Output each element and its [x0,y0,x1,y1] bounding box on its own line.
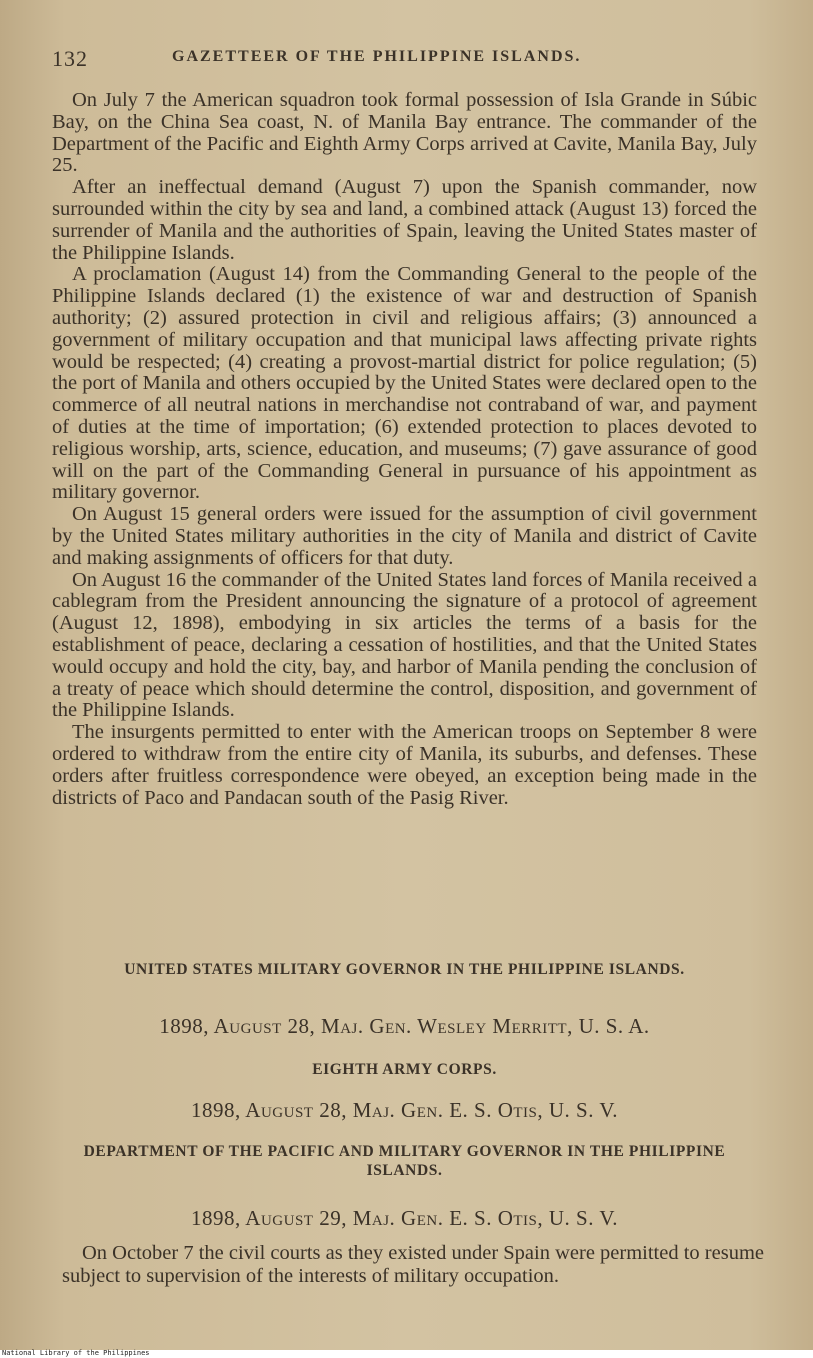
page-number: 132 [52,46,88,71]
paragraph: On August 15 general orders were issued for the assumption of civil government by the United States military authorities in the city of Manila and district of Cavite and making assignments of officers for that duty. [52,503,757,569]
paragraph: On August 16 the commander of the United States land forces of Manila received a cablegram from the President announcing the signature of a protocol of agreement (August 12, 1898), embodying in six articles the terms of a basis for the establishment of peace, declaring a cessation of hostilities, and that the United States would occupy and hold the city, bay, and harbor of Manila pending the conclusion of a treaty of peace which should determine the control, disposition, and government of the Philippine Islands. [52,568,757,722]
section-heading: UNITED STATES MILITARY GOVERNOR IN THE PHILIPPINE ISLANDS. [124,961,685,978]
running-title: GAZETTEER OF THE PHILIPPINE ISLANDS. [172,48,582,65]
paragraph: After an ineffectual demand (August 7) upon the Spanish commander, now surrounded within the city by sea and land, a combined attack (August 13) forced the surrender of Manila and the authorities of Spain, leaving the United States master of the Philippine Islands. [52,176,757,264]
body-text [52,90,757,809]
section-entry: 1898, August 28, Maj. Gen. Wesley Merritt, U. S. A. [159,1014,650,1038]
paragraph: A proclamation (August 14) from the Commanding General to the people of the Philippine Islands declared (1) the existence of war and destruction of Spanish authority; (2) assured protection in civil and religious affairs; (3) announced a government of military occupation and that municipal laws affecting private rights would be respected; (4) creating a provost-martial district for police regulation; (5) the port of Manila and others occupied by the United States were declared open to the commerce of all neutral nations in merchandise not contraband of war, and payment of duties at the time of importation; (6) extended protection to places devoted to religious worship, arts, science, education, and museums; (7) gave assurance of good will on the part of the Commanding General in pursuance of his appointment as military governor. [52,263,757,504]
paragraph: On July 7 the American squadron took formal possession of Isla Grande in Súbic Bay, on the China Sea coast, N. of Manila Bay entrance. The commander of the Department of the Pacific and Eighth Army Corps arrived at Cavite, Manila Bay, July 25. [52,89,757,177]
footer-credit: National Library of the Philippines [2,1349,150,1357]
section-heading: DEPARTMENT OF THE PACIFIC AND MILITARY GOVERNOR IN THE PHILIPPINE ISLANDS. [83,1143,726,1179]
final-paragraph: On October 7 the civil courts as they existed under Spain were permitted to resume subject to supervision of the interests of military occupation. [62,1242,764,1287]
section-entry: 1898, August 29, Maj. Gen. E. S. Otis, U. S. V. [190,1206,619,1230]
section-heading: EIGHTH ARMY CORPS. [312,1061,497,1078]
paragraph: The insurgents permitted to enter with the American troops on September 8 were ordered to withdraw from the entire city of Manila, its suburbs, and defenses. These orders after fruitless correspondence were obeyed, an exception being made in the districts of Paco and Pandacan south of the Pasig River. [52,721,757,809]
section-entry: 1898, August 28, Maj. Gen. E. S. Otis, U. S. V. [190,1098,619,1122]
